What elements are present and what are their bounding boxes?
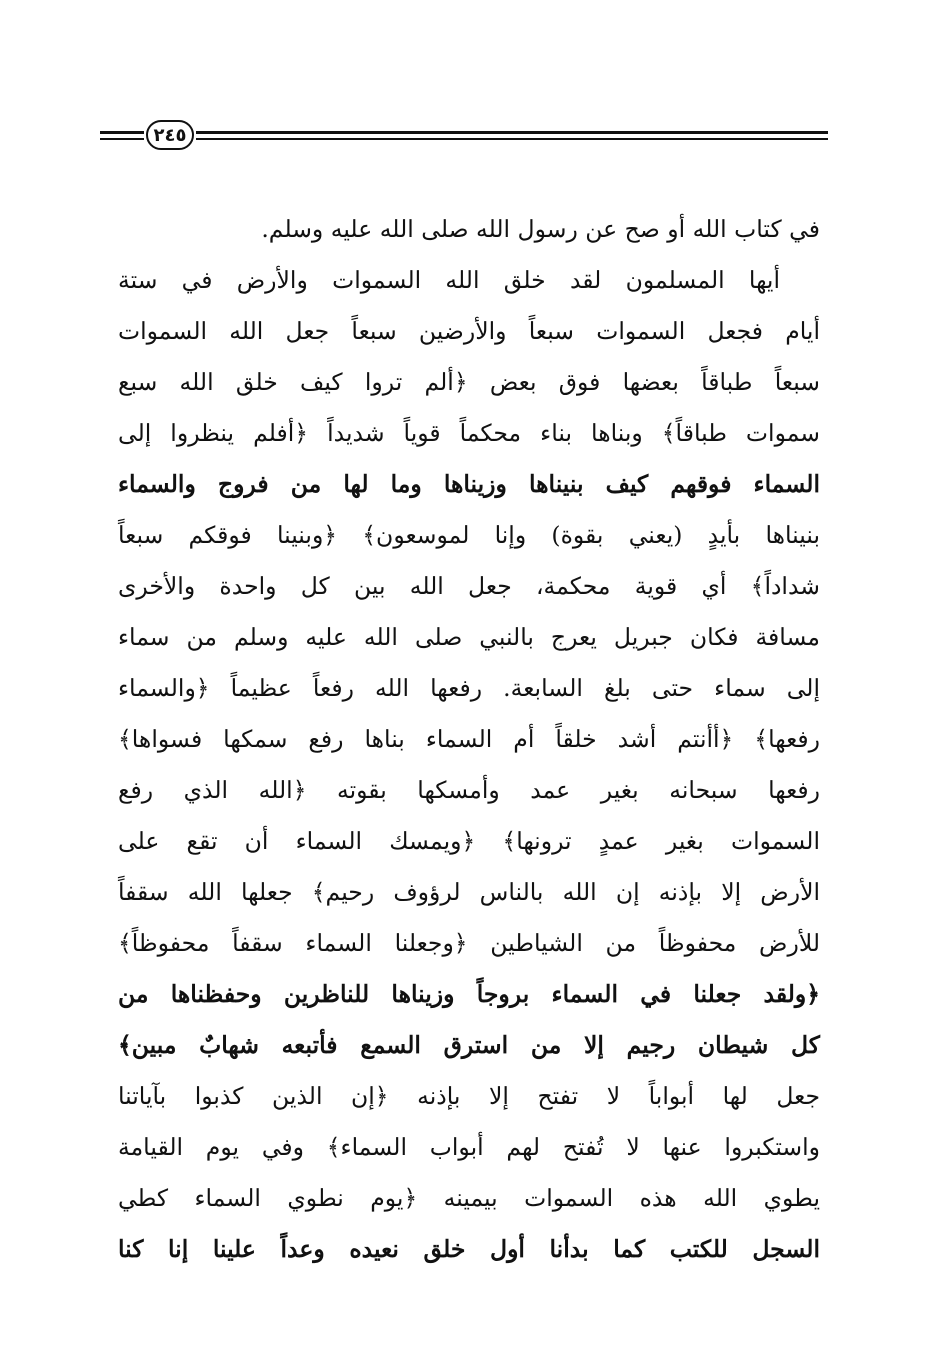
text-line: ﴿ولقد جعلنا في السماء بروجاً وزيناها للناظرين وحفظناها من (118, 980, 820, 1008)
text-line: رفعها سبحانه بغير عمد وأمسكها بقوته ﴿الله الذي رفع (118, 776, 820, 804)
text-line: رفعها﴾ ﴿أأنتم أشد خلقاً أم السماء بناها رفع سمكها فسواها﴾ (118, 725, 820, 753)
header-short-rule-top (100, 131, 144, 134)
text-line: مسافة فكان جبريل يعرج بالنبي صلى الله عليه وسلم من سماء (118, 623, 820, 651)
page-header (100, 118, 828, 154)
page-number: ٢٤٥ (146, 120, 194, 150)
text-line: للأرض محفوظاً من الشياطين ﴿وجعلنا السماء سقفاً محفوظاً﴾ (118, 929, 820, 957)
text-line: إلى سماء حتى بلغ السابعة. رفعها الله رفعاً عظيماً ﴿والسماء (118, 674, 820, 702)
text-line: أيام فجعل السموات سبعاً والأرضين سبعاً جعل الله السموات (118, 317, 820, 345)
text-line: سموات طباقاً﴾ وبناها بناء محكماً قوياً شديداً ﴿أفلم ينظروا إلى (118, 419, 820, 447)
text-line: أيها المسلمون لقد خلق الله السموات والأرض في ستة (118, 266, 780, 294)
text-line: سبعاً طباقاً بعضها فوق بعض ﴿ألم تروا كيف خلق الله سبع (118, 368, 820, 396)
text-line: بنيناها بأيدٍ (يعني بقوة) وإنا لموسعون﴾ ﴿وبنينا فوقكم سبعاً (118, 521, 820, 549)
header-long-rule-top (196, 131, 828, 134)
text-line: السماء فوقهم كيف بنيناها وزيناها وما لها من فروج والسماء (118, 470, 820, 498)
body-text (118, 204, 820, 1275)
text-line: يطوي الله هذه السموات بيمينه ﴿يوم نطوي السماء كطي (118, 1184, 820, 1212)
text-line: شداداً﴾ أي قوية محكمة، جعل الله بين كل واحدة والأخرى (118, 572, 820, 600)
text-line: السجل للكتب كما بدأنا أول خلق نعيده وعداً علينا إنا كنا (118, 1235, 820, 1263)
text-line: جعل لها أبواباً لا تفتح إلا بإذنه ﴿إن الذين كذبوا بآياتنا (118, 1082, 820, 1110)
text-line: الأرض إلا بإذنه إن الله بالناس لرؤوف رحيم﴾ جعلها الله سقفاً (118, 878, 820, 906)
header-short-rule-bottom (100, 138, 144, 140)
text-line: في كتاب الله أو صح عن رسول الله صلى الله عليه وسلم. (261, 215, 820, 243)
text-line: واستكبروا عنها لا تُفتح لهم أبواب السماء﴾ وفي يوم القيامة (118, 1133, 820, 1161)
header-long-rule-bottom (196, 138, 828, 140)
text-line: السموات بغير عمدٍ ترونها﴾ ﴿ويمسك السماء أن تقع على (118, 827, 820, 855)
text-line: كل شيطان رجيم إلا من استرق السمع فأتبعه شهابٌ مبين﴾ (118, 1031, 820, 1059)
